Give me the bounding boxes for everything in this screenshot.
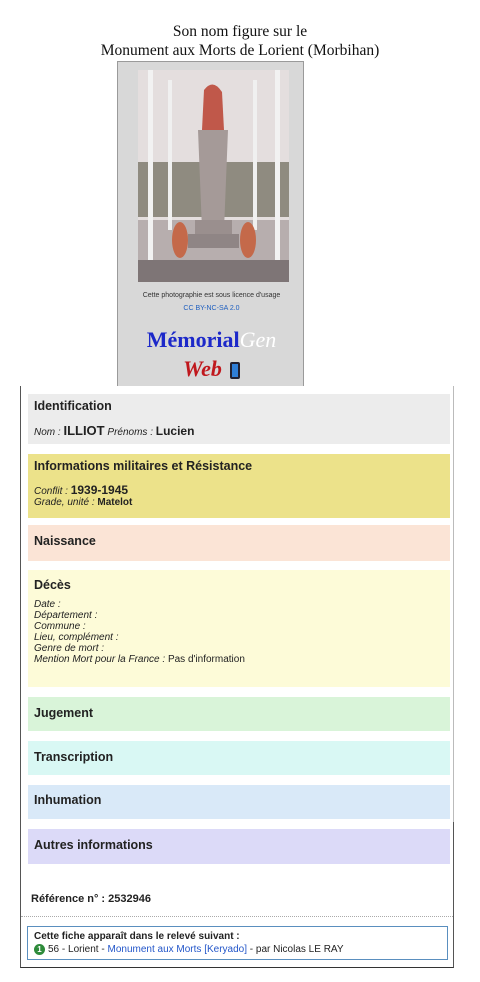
conflit-label: Conflit : (34, 486, 71, 497)
page-header (0, 22, 480, 60)
phone-icon (230, 362, 240, 379)
releve-link[interactable]: Monument aux Morts [Keryado] (107, 944, 247, 955)
logo-text-web: Web (183, 356, 222, 381)
releve-prefix: 56 - Lorient - (48, 944, 108, 955)
photo-license-text: Cette photographie est sous licence d'usage (142, 292, 281, 299)
section-militaire (28, 454, 450, 518)
conflit-value: 1939-1945 (70, 483, 129, 497)
logo-text-memorial: Mémorial (146, 327, 240, 352)
releve-entry (34, 944, 441, 955)
logo-web-row (118, 357, 305, 381)
identification-name-row (34, 423, 444, 438)
deces-lieu: Lieu, complément : (34, 632, 119, 643)
section-transcription (28, 741, 450, 775)
grade-label: Grade, unité : (34, 497, 98, 508)
autres-title: Autres informations (34, 838, 153, 852)
memorialgenweb-logo[interactable] (118, 328, 305, 352)
deces-commune: Commune : (34, 621, 86, 632)
header-line-1: Son nom figure sur le (172, 23, 308, 40)
section-naissance (28, 525, 450, 561)
monument-illustration (138, 70, 289, 282)
deces-departement: Département : (34, 610, 98, 621)
releve-box (27, 926, 448, 960)
monument-photo (138, 70, 289, 282)
section-autres (28, 829, 450, 864)
monument-photo-card (117, 61, 304, 388)
conflit-row (34, 485, 444, 497)
panel-divider (453, 386, 454, 822)
inhumation-title: Inhumation (34, 793, 102, 807)
section-jugement (28, 697, 450, 731)
prenoms-value: Lucien (155, 424, 195, 438)
nom-value: ILLIOT (63, 423, 105, 438)
reference-number: Référence n° : 2532946 (31, 893, 151, 905)
section-identification (28, 394, 450, 444)
transcription-title: Transcription (34, 750, 114, 764)
section-inhumation (28, 785, 450, 819)
deces-genre: Genre de mort : (34, 643, 105, 654)
releve-title: Cette fiche apparaît dans le relevé suivant : (34, 931, 240, 942)
header-line-2: Monument aux Morts de Lorient (Morbihan) (100, 42, 380, 59)
deces-date: Date : (34, 599, 61, 610)
prenoms-label: Prénoms : (104, 427, 156, 438)
releve-suffix: - par Nicolas LE RAY (247, 944, 344, 955)
mention-value: Pas d'information (167, 654, 245, 665)
logo-text-gen: Gen (239, 327, 277, 352)
mention-label: Mention Mort pour la France : (34, 654, 168, 665)
militaire-title: Informations militaires et Résistance (34, 459, 253, 473)
grade-row (34, 497, 444, 508)
photo-license-link[interactable]: CC BY-NC-SA 2.0 (183, 305, 240, 312)
section-deces (28, 570, 450, 687)
divider (21, 916, 453, 917)
deces-mention-row (34, 654, 444, 665)
identification-title: Identification (34, 399, 112, 413)
nom-label: Nom : (34, 427, 64, 438)
grade-value: Matelot (97, 497, 133, 508)
jugement-title: Jugement (34, 706, 94, 720)
count-badge-icon: 1 (34, 944, 45, 955)
naissance-title: Naissance (34, 534, 96, 548)
deces-title: Décès (34, 578, 71, 592)
record-panel (20, 386, 454, 968)
